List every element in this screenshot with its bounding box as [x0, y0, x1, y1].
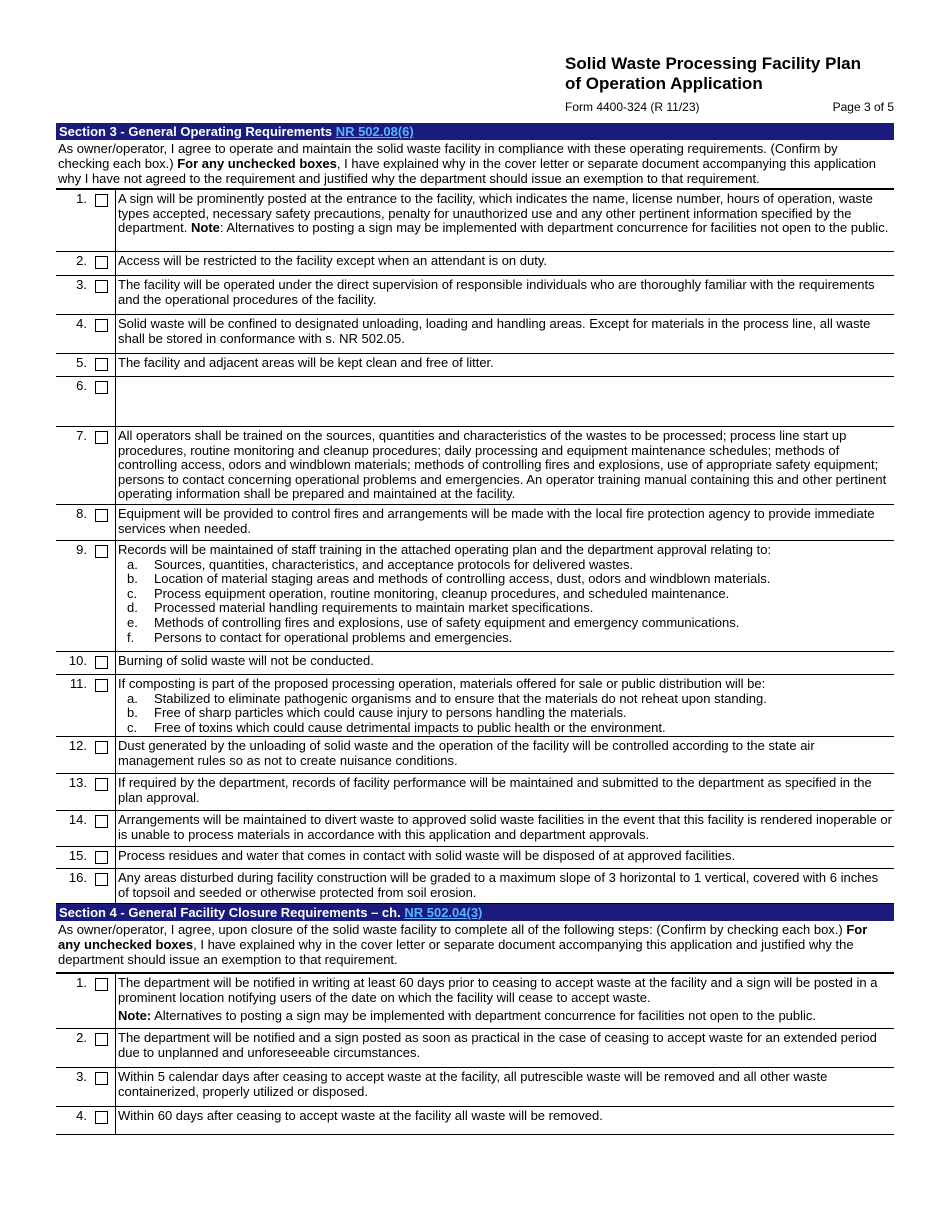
s3-item-14-checkbox[interactable] — [95, 815, 108, 828]
checkbox-cell — [87, 354, 116, 376]
checkbox-cell — [87, 505, 116, 540]
s3-item-5-checkbox[interactable] — [95, 358, 108, 371]
sub-item-text: Methods of controlling fires and explosions, use of safety equipment and emergency communications. — [154, 614, 740, 630]
sub-item-letter: a. — [127, 690, 138, 706]
item-text-lead: The department will be notified in writing at least 60 days prior to ceasing to accept waste at the facility and a sign will be posted in a prominent location notifying users of the date on which the facility will cease to accept waste. — [118, 975, 878, 1005]
item-text — [116, 190, 894, 251]
item-text: Solid waste will be confined to designated unloading, loading and handling areas. Except for materials in the process line, all waste shall be stored in conformance with s. NR 502.05. — [118, 316, 871, 346]
sub-item-letter: c. — [127, 719, 138, 735]
item-note — [118, 1009, 892, 1024]
sub-item-text: Location of material staging areas and methods of controlling access, dust, odors and windblown materials. — [154, 571, 771, 587]
sub-item — [118, 558, 892, 573]
item-text: Process residues and water that comes in contact with solid waste will be disposed of at approved facilities. — [118, 848, 736, 863]
s3-item-2-checkbox[interactable] — [95, 256, 108, 269]
s4-item-4 — [56, 1106, 894, 1134]
section3-intro-text: As owner/operator, I agree to operate and maintain the solid waste facility in compliance with these operating requirements. (Confirm by checking each box.) — [58, 141, 838, 171]
s3-item-4-checkbox[interactable] — [95, 319, 108, 332]
s4-item-3 — [56, 1067, 894, 1106]
item-text-part: : Alternatives to posting a sign may be implemented with department concurrence for facilities not open to the public. — [219, 220, 889, 236]
s3-item-3-checkbox[interactable] — [95, 280, 108, 293]
s4-item-2 — [56, 1028, 894, 1067]
sub-item-text: Free of toxins which could cause detrimental impacts to public health or the environment. — [154, 719, 666, 735]
section3-title: Section 3 - General Operating Requirements — [59, 124, 336, 139]
item-number: 7. — [76, 428, 87, 443]
section3-intro — [56, 140, 894, 188]
checkbox-cell — [87, 541, 116, 651]
item-number: 3. — [76, 277, 87, 292]
sub-item — [118, 587, 892, 602]
s3-item-8 — [56, 504, 894, 540]
form-content — [56, 123, 894, 1135]
checkbox-cell — [87, 377, 116, 426]
sub-item-letter: c. — [127, 585, 138, 601]
checkbox-cell — [87, 276, 116, 314]
s3-item-9 — [56, 540, 894, 651]
s3-item-2 — [56, 251, 894, 275]
sub-item-text: Processed material handling requirements to maintain market specifications. — [154, 600, 594, 616]
item-number: 5. — [76, 355, 87, 370]
item-text — [116, 675, 894, 736]
sub-item-letter: f. — [127, 629, 135, 645]
item-number: 15. — [68, 848, 87, 863]
section4-title: Section 4 - General Facility Closure Requirements – ch. — [59, 905, 405, 920]
item-text: Access will be restricted to the facility except when an attendant is on duty. — [118, 253, 547, 268]
s3-item-8-checkbox[interactable] — [95, 509, 108, 522]
checkbox-cell — [87, 869, 116, 903]
item-number: 6. — [76, 378, 87, 393]
item-text: If required by the department, records of facility performance will be maintained and submitted to the department as specified in the plan approval. — [118, 775, 872, 805]
section4-items — [56, 972, 894, 1135]
s3-item-9-checkbox[interactable] — [95, 545, 108, 558]
sub-item-text: Process equipment operation, routine monitoring, cleanup procedures, and scheduled maintenance. — [154, 585, 730, 601]
checkbox-cell — [87, 737, 116, 773]
sub-item-letter: e. — [127, 614, 138, 630]
item-number: 14. — [68, 812, 87, 827]
item-text: The facility and adjacent areas will be kept clean and free of litter. — [118, 355, 494, 370]
checkbox-cell — [87, 315, 116, 353]
checkbox-cell — [87, 847, 116, 868]
checkbox-cell — [87, 774, 116, 810]
checkbox-cell — [87, 675, 116, 736]
sub-item — [118, 692, 892, 707]
item-text-lead: Records will be maintained of staff training in the attached operating plan and the department approval relating to: — [118, 542, 772, 557]
checkbox-cell — [87, 974, 116, 1028]
sub-item — [118, 601, 892, 616]
s3-item-16 — [56, 868, 894, 903]
s3-item-10-checkbox[interactable] — [95, 656, 108, 669]
s3-item-13 — [56, 773, 894, 810]
s3-item-12-checkbox[interactable] — [95, 741, 108, 754]
sub-item — [118, 572, 892, 587]
sub-item-letter: d. — [127, 600, 138, 616]
s3-item-3 — [56, 275, 894, 314]
checkbox-cell — [87, 811, 116, 846]
s3-item-15-checkbox[interactable] — [95, 851, 108, 864]
item-text-part: A sign will be prominently posted at the entrance to the facility, which indicates the name, license number, hours of operation, waste types accepted, necessary safety precautions, penalty for unauthorized use and any other pertinent information specified by the department. — [118, 191, 873, 236]
item-text: Burning of solid waste will not be conducted. — [118, 653, 374, 668]
sub-item — [118, 631, 892, 646]
form-title-line1: Solid Waste Processing Facility Plan — [565, 54, 862, 73]
item-text: Within 5 calendar days after ceasing to accept waste at the facility, all putrescible waste will be removed and all other waste containerized, properly utilized or disposed. — [118, 1069, 828, 1099]
s3-item-4 — [56, 314, 894, 353]
item-text — [116, 377, 894, 426]
checkbox-cell — [87, 427, 116, 504]
s3-item-13-checkbox[interactable] — [95, 778, 108, 791]
item-number: 11. — [69, 676, 87, 691]
item-text: The department will be notified and a sign posted as soon as practical in the case of ceasing to accept waste for an extended period due to unplanned and unforeseeable circumstances. — [118, 1030, 877, 1060]
section4-ref-link[interactable]: NR 502.04(3) — [404, 905, 483, 920]
checkbox-cell — [87, 252, 116, 275]
s3-item-11 — [56, 674, 894, 736]
section3-header — [56, 123, 894, 140]
sub-item — [118, 706, 892, 721]
s3-item-11-checkbox[interactable] — [95, 679, 108, 692]
section4-intro — [56, 921, 894, 972]
section4-intro-text: As owner/operator, I agree, upon closure of the solid waste facility to complete all of the following steps: (Confirm by checking each box.) — [58, 922, 847, 937]
sub-item-text: Stabilized to eliminate pathogenic organisms and to ensure that the materials do not reheat upon standing. — [154, 690, 767, 706]
item-number: 13. — [68, 775, 87, 790]
s3-item-7 — [56, 426, 894, 504]
section4-intro-text-2: , I have explained why in the cover letter or separate document accompanying this application and justified why the department should issue an exemption to that requirement. — [58, 937, 854, 967]
s3-item-5 — [56, 353, 894, 376]
section3-intro-text-2: , I have explained why in the cover letter or separate document accompanying this application why I have not agreed to the requirement and justified why the department should issue an exemption to that requirement. — [58, 156, 876, 186]
form-title-line2: of Operation Application — [565, 74, 763, 93]
checkbox-cell — [87, 1107, 116, 1134]
s3-item-10 — [56, 651, 894, 674]
s3-item-1-checkbox[interactable] — [95, 194, 108, 207]
sub-item — [118, 616, 892, 631]
item-text: The facility will be operated under the direct supervision of responsible individuals who are thoroughly familiar with the requirements and the operational procedures of the facility. — [118, 277, 875, 307]
item-number: 2. — [76, 253, 87, 268]
section4-header — [56, 904, 894, 921]
section3-items — [56, 188, 894, 904]
section3-intro-bold: For any unchecked boxes — [177, 156, 337, 171]
item-text: Arrangements will be maintained to divert waste to approved solid waste facilities in the event that this facility is rendered inoperable or is unable to process materials in accordance with this application and department approvals. — [118, 812, 892, 842]
item-note-label: Note: — [118, 1008, 152, 1024]
item-number: 9. — [76, 542, 87, 557]
item-number: 16. — [68, 870, 87, 885]
s4-item-2-checkbox[interactable] — [95, 1033, 108, 1046]
form-number: Form 4400-324 (R 11/23) — [565, 100, 700, 114]
item-number: 1. — [76, 975, 87, 990]
item-note-text: Alternatives to posting a sign may be implemented with department concurrence for facilities not open to the public. — [151, 1008, 817, 1024]
section3-ref-link[interactable]: NR 502.08(6) — [335, 124, 414, 139]
section4-intro-bold: For any unchecked boxes — [58, 922, 868, 952]
sub-item-text: Persons to contact for operational problems and emergencies. — [154, 629, 513, 645]
item-text: Equipment will be provided to control fires and arrangements will be made with the local fire protection agency to provide immediate services when needed. — [118, 506, 875, 536]
s4-item-4-checkbox[interactable] — [95, 1111, 108, 1124]
s4-item-1 — [56, 972, 894, 1028]
sub-item-letter: b. — [127, 571, 138, 587]
item-text — [116, 541, 894, 651]
item-text — [116, 974, 894, 1028]
item-text: Dust generated by the unloading of solid waste and the operation of the facility will be controlled according to the state air management rules so as not to create nuisance conditions. — [118, 738, 815, 768]
item-number: 3. — [76, 1069, 87, 1084]
form-number-line — [565, 100, 895, 116]
sub-item — [118, 721, 892, 736]
item-number: 12. — [68, 738, 87, 753]
sub-item-letter: b. — [127, 705, 138, 721]
s4-item-1-checkbox[interactable] — [95, 978, 108, 991]
form-title — [565, 54, 895, 94]
checkbox-cell — [87, 1068, 116, 1106]
s3-item-16-checkbox[interactable] — [95, 873, 108, 886]
checkbox-cell — [87, 190, 116, 251]
s3-item-1 — [56, 188, 894, 251]
s3-item-15 — [56, 846, 894, 868]
s3-item-6-checkbox[interactable] — [95, 381, 108, 394]
sub-item-text: Sources, quantities, characteristics, and acceptance protocols for delivered wastes. — [154, 556, 634, 572]
sub-item-text: Free of sharp particles which could cause injury to persons handling the materials. — [154, 705, 627, 721]
item-text: Any areas disturbed during facility construction will be graded to a maximum slope of 3 horizontal to 1 vertical, covered with 6 inches of topsoil and seeded or otherwise protected from soil erosion. — [118, 870, 879, 900]
s3-item-7-checkbox[interactable] — [95, 431, 108, 444]
form-header — [565, 54, 895, 116]
s3-item-14 — [56, 810, 894, 846]
item-note-label: Note — [191, 220, 220, 236]
item-number: 10. — [68, 653, 87, 668]
s3-item-12 — [56, 736, 894, 773]
s4-item-3-checkbox[interactable] — [95, 1072, 108, 1085]
sub-item-letter: a. — [127, 556, 138, 572]
checkbox-cell — [87, 652, 116, 674]
page-number: Page 3 of 5 — [832, 100, 894, 114]
item-text: Within 60 days after ceasing to accept waste at the facility all waste will be removed. — [118, 1108, 603, 1123]
item-number: 1. — [76, 191, 87, 206]
item-number: 8. — [76, 506, 87, 521]
checkbox-cell — [87, 1029, 116, 1067]
item-number: 4. — [76, 316, 87, 331]
item-number: 4. — [76, 1108, 87, 1123]
item-text-lead: If composting is part of the proposed processing operation, materials offered for sale or public distribution will be: — [118, 676, 766, 691]
item-number: 2. — [76, 1030, 87, 1045]
s3-item-6 — [56, 376, 894, 426]
item-text: All operators shall be trained on the sources, quantities and characteristics of the wastes to be processed; process line start up procedures, routine monitoring and cleanup procedures; daily processing and equipment maintenance schedules; methods of controlling access, odors and windblown materials; methods of controlling fires and explosions, use of appropriate safety equipment; persons to contact concerning operational problems and emergencies. An operator training manual containing this and other pertinent operating information shall be prepared and maintained at the facility. — [118, 428, 887, 502]
